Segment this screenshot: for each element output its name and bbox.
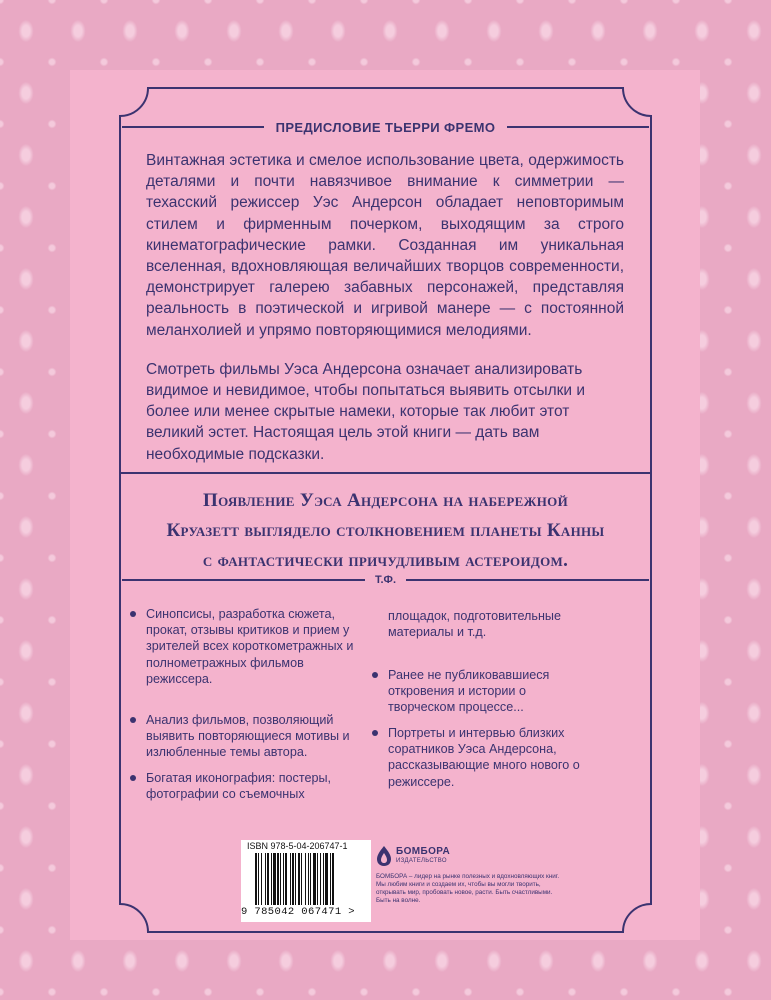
feature-text: Портреты и интервью близких соратников Уэса Андерсона, рассказывающие много нового о режиссере. [388, 726, 580, 789]
barcode-digits: 9 785042 067471 > [241, 906, 355, 918]
barcode-bar [325, 853, 328, 905]
preface-heading-text: ПРЕДИСЛОВИЕ ТЬЕРРИ ФРЕМО [275, 119, 496, 135]
feature-text: Ранее не публиковавшиеся откровения и истории о творческом процессе... [388, 668, 550, 715]
barcode [241, 840, 371, 922]
barcode-bar [271, 853, 272, 905]
feature-text: Анализ фильмов, позволяющий выявить повторяющиеся мотивы и излюбленные темы автора. [146, 713, 350, 760]
barcode-bar [285, 853, 287, 905]
feature-item [146, 606, 358, 687]
feature-item [146, 712, 370, 761]
bullet-dot-icon [130, 775, 136, 781]
barcode-bar [313, 853, 316, 905]
barcode-bar [301, 853, 302, 905]
barcode-bar [277, 853, 279, 905]
barcode-bar [292, 853, 294, 905]
publisher-slogan: БОМБОРА – лидер на рынке полезных и вдохновляющих книг. Мы любим книги и создаем их, чтобы вы могли творить, открывать мир, пробовать новое, расти. Быть счастливыми. Быть на волне. [376, 873, 560, 904]
quote-attribution [122, 572, 649, 588]
barcode-bar [310, 853, 311, 905]
publisher-subtitle: ИЗДАТЕЛЬСТВО [396, 858, 447, 864]
feature-item [388, 667, 588, 716]
bullet-dot-icon [372, 672, 378, 678]
feature-text: Богатая иконография: постеры, фотографии со съемочных [146, 771, 332, 802]
barcode-bar [332, 853, 334, 905]
barcode-bar [261, 853, 262, 905]
preface-heading [122, 116, 649, 138]
feature-item [388, 725, 584, 790]
barcode-bar [298, 853, 300, 905]
quote-line-3: с фантастически причудливым астероидом. [202, 550, 569, 571]
attribution-rule-left [122, 579, 365, 581]
heading-rule-left [122, 126, 264, 128]
barcode-bar [265, 853, 266, 905]
quote-author: Т.Ф. [375, 574, 396, 586]
barcode-bar [258, 853, 259, 905]
isbn-text: ISBN 978-5-04-206747-1 [247, 841, 348, 851]
barcode-bar [320, 853, 321, 905]
barcode-bar [323, 853, 324, 905]
quote-line-2: Круазетт выглядело столкновением планеты Канны [166, 520, 605, 541]
intro-text [146, 150, 624, 483]
quote-divider-top [120, 472, 651, 474]
barcode-bar [308, 853, 309, 905]
attribution-rule-right [406, 579, 649, 581]
pull-quote [110, 486, 661, 576]
barcode-bar [255, 853, 257, 905]
intro-paragraph-2: Смотреть фильмы Уэса Андерсона означает анализировать видимое и невидимое, чтобы попытаться выявить отсылки и более или менее скрытые намеки, которые так любит этот великий эстет. Настоящая цель этой книги — дать вам необходимые подсказки. [146, 360, 586, 463]
feature-text: Синопсисы, разработка сюжета, прокат, отзывы критиков и прием у зрителей всех короткометражных и полнометражных фильмов режиссера. [146, 607, 354, 686]
barcode-bar [280, 853, 281, 905]
feature-item-continuation [388, 608, 588, 640]
feature-item [146, 770, 338, 802]
barcode-bar [283, 853, 284, 905]
publisher-logo [376, 843, 526, 869]
bullet-dot-icon [130, 717, 136, 723]
barcode-bar [290, 853, 291, 905]
bullet-dot-icon [130, 611, 136, 617]
bombora-logo-icon [376, 845, 392, 867]
heading-rule-right [507, 126, 649, 128]
bullet-dot-icon [372, 730, 378, 736]
barcode-bar [273, 853, 276, 905]
feature-text: площадок, подготовительные материалы и т.д. [388, 609, 561, 640]
publisher-name: БОМБОРА [396, 846, 451, 857]
barcode-bar [317, 853, 318, 905]
quote-line-1: Появление Уэса Андерсона на набережной [203, 490, 568, 511]
barcode-bar [305, 853, 306, 905]
intro-paragraph-1: Винтажная эстетика и смелое использование цвета, одержимость деталями и почти навязчивое внимание к симметрии — техасский режиссер Уэс Андерсон обладает неповторимым стилем и фирменным почерком, выходящим за строго кинематографические рамки. Созданная им уникальная вселенная, вдохновляющая величайших творцов современности, демонстрирует галерею забавных персонажей, представляя реальность в поэтической и игривой манере — с постоянной меланхолией и упрямо повторяющимися мелодиями. [146, 152, 624, 339]
barcode-bar [330, 853, 331, 905]
barcode-bar [295, 853, 296, 905]
barcode-bar [267, 853, 269, 905]
barcode-bars [255, 853, 359, 905]
